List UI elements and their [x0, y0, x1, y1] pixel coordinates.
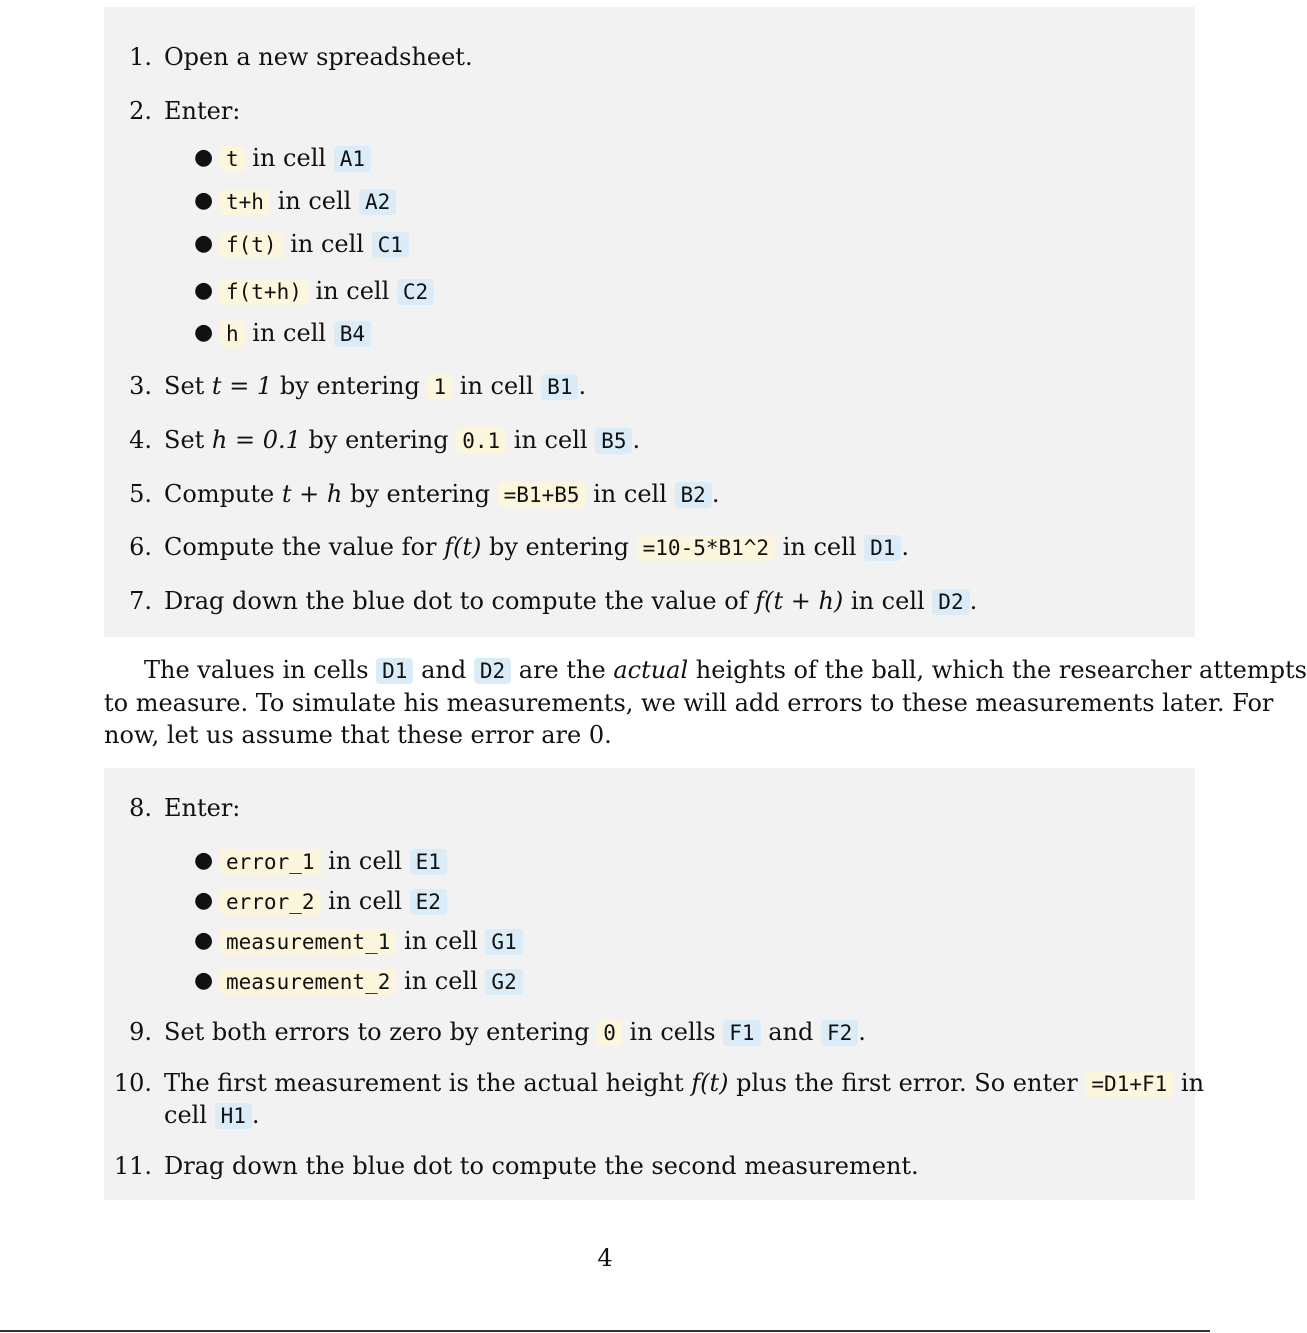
- text: Set: [164, 372, 212, 400]
- text: in cell: [452, 372, 542, 400]
- cell-ref: D1: [376, 658, 413, 684]
- cell-ref: A1: [334, 146, 371, 172]
- code-value: =B1+B5: [498, 482, 586, 508]
- text: .: [578, 372, 587, 400]
- text: in cells: [621, 1018, 724, 1046]
- bullet-dot: ●: [194, 188, 214, 213]
- text: to measure. To simulate his measurements, we will add errors to these measurements later. For: [104, 689, 1274, 717]
- text: .: [711, 480, 720, 508]
- cell-ref: B4: [334, 321, 371, 347]
- text: in cell: [843, 587, 933, 615]
- text: and: [760, 1018, 821, 1046]
- step-number: 11.: [113, 1152, 152, 1180]
- step-number: 10.: [113, 1069, 152, 1097]
- bottom-rule: [0, 1330, 1210, 1332]
- step-text: Open a new spreadsheet.: [164, 43, 473, 71]
- bullet-dot: ●: [194, 320, 214, 345]
- step-number: 1.: [129, 43, 152, 71]
- text: in cell: [404, 927, 478, 955]
- text: by entering: [300, 426, 457, 454]
- cell-ref: D1: [864, 535, 901, 561]
- bullet-dot: ●: [194, 848, 214, 873]
- text: in cell: [277, 187, 352, 215]
- text: now, let us assume that these error are 0.: [104, 721, 612, 749]
- text: in cell: [775, 533, 865, 561]
- step-text: Enter:: [164, 97, 241, 125]
- text: by entering: [272, 372, 428, 400]
- text: in cell: [328, 847, 402, 875]
- cell-ref: H1: [215, 1103, 252, 1129]
- text: cell: [164, 1101, 215, 1129]
- code-value: =D1+F1: [1085, 1071, 1173, 1097]
- code-value: 1: [428, 374, 453, 400]
- step-number: 3.: [129, 372, 152, 400]
- cell-ref: B5: [595, 428, 632, 454]
- text: Compute: [164, 480, 282, 508]
- text: in cell: [506, 426, 596, 454]
- bullet-dot: ●: [194, 968, 214, 993]
- text: in cell: [328, 887, 402, 915]
- bullet-dot: ●: [194, 278, 214, 303]
- cell-ref: E2: [410, 889, 447, 915]
- cell-ref: C2: [397, 279, 434, 305]
- code-value: 0: [597, 1020, 622, 1046]
- step-number: 8.: [129, 794, 152, 822]
- body-paragraph: [104, 654, 1307, 751]
- text: .: [632, 426, 641, 454]
- text: in cell: [290, 230, 364, 258]
- code-value: 0.1: [456, 428, 506, 454]
- math: h = 0.1: [211, 426, 301, 454]
- code-value: measurement_2: [220, 969, 396, 995]
- step-number: 7.: [129, 587, 152, 615]
- text: in: [1173, 1069, 1205, 1097]
- text: by entering: [342, 480, 498, 508]
- code-value: error_2: [220, 889, 321, 915]
- text: in cell: [252, 319, 327, 347]
- bullet-dot: ●: [194, 145, 214, 170]
- cell-ref: F1: [723, 1020, 760, 1046]
- step-number: 2.: [129, 97, 152, 125]
- text: in cell: [585, 480, 675, 508]
- text: in cell: [252, 144, 327, 172]
- code-value: measurement_1: [220, 929, 396, 955]
- text: Set: [164, 426, 212, 454]
- bullet-dot: ●: [194, 928, 214, 953]
- step-number: 9.: [129, 1018, 152, 1046]
- text: .: [858, 1018, 866, 1046]
- text: Compute the value for: [164, 533, 445, 561]
- math: t = 1: [211, 372, 273, 400]
- cell-ref: F2: [821, 1020, 858, 1046]
- step-text: Enter:: [164, 794, 241, 822]
- instructions-box-2: [104, 768, 1205, 1200]
- cell-ref: B2: [675, 482, 712, 508]
- text: Set both errors to zero by entering: [164, 1018, 598, 1046]
- text: plus the first error. So enter: [728, 1069, 1086, 1097]
- step-text: Drag down the blue dot to compute the second measurement.: [164, 1152, 919, 1180]
- emphasis: actual: [613, 656, 689, 684]
- text: .: [251, 1101, 260, 1129]
- text: and: [413, 656, 474, 684]
- text: in cell: [404, 967, 478, 995]
- page-number: 4: [597, 1244, 613, 1272]
- text: Drag down the blue dot to compute the value of: [164, 587, 756, 615]
- step-number: 6.: [129, 533, 152, 561]
- cell-ref: D2: [932, 589, 969, 615]
- bullet-dot: ●: [194, 231, 214, 256]
- text: The values in cells: [144, 656, 377, 684]
- bullet-dot: ●: [194, 888, 214, 913]
- step-number: 4.: [129, 426, 152, 454]
- cell-ref: G1: [485, 929, 522, 955]
- instructions-box-1: [104, 7, 1195, 637]
- cell-ref: A2: [359, 189, 396, 215]
- code-value: t: [220, 146, 245, 172]
- step-number: 5.: [129, 480, 152, 508]
- code-value: t+h: [220, 189, 270, 215]
- cell-ref: B1: [541, 374, 578, 400]
- code-value: error_1: [220, 849, 321, 875]
- text: by entering: [481, 533, 637, 561]
- math: t + h: [281, 480, 343, 508]
- cell-ref: C1: [372, 232, 409, 258]
- math: f(t): [691, 1069, 729, 1097]
- math: f(t): [444, 533, 482, 561]
- math: f(t + h): [755, 587, 844, 615]
- cell-ref: E1: [410, 849, 447, 875]
- text: .: [901, 533, 910, 561]
- text: .: [969, 587, 978, 615]
- text: are the: [511, 656, 614, 684]
- code-value: =10-5*B1^2: [637, 535, 775, 561]
- text: The first measurement is the actual height: [164, 1069, 692, 1097]
- code-value: h: [220, 321, 245, 347]
- text: in cell: [315, 277, 390, 305]
- text: heights of the ball, which the researcher attempts: [688, 656, 1307, 684]
- code-value: f(t): [220, 232, 283, 258]
- cell-ref: G2: [485, 969, 522, 995]
- code-value: f(t+h): [220, 279, 308, 305]
- cell-ref: D2: [474, 658, 511, 684]
